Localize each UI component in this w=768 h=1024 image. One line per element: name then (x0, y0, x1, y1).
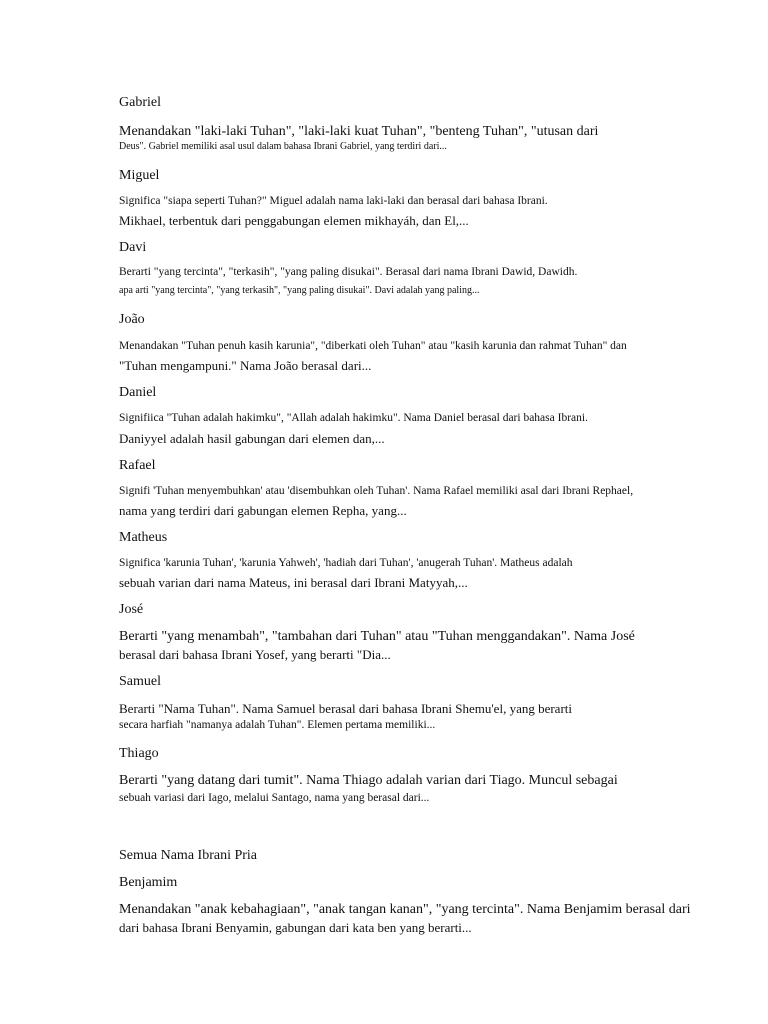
name-description-line-2: berasal dari bahasa Ibrani Yosef, yang berarti "Dia... (119, 647, 391, 662)
name-heading-joao: João (119, 312, 145, 327)
name-heading-jose: José (119, 602, 144, 617)
name-description-line-1: Berarti "yang tercinta", "terkasih", "yang paling disukai". Berasal dari nama Ibrani Dawid, Dawidh. (119, 266, 578, 278)
name-description-line-2: apa arti "yang tercinta", "yang terkasih", "yang paling disukai". Davi adalah yang paling... (119, 285, 480, 296)
name-heading-miguel: Miguel (119, 168, 160, 183)
name-description-line-2: sebuah variasi dari Iago, melalui Santago, nama yang berasal dari... (119, 792, 430, 804)
name-description-line-1: Berarti "Nama Tuhan". Nama Samuel berasal dari bahasa Ibrani Shemu'el, yang berarti (119, 701, 573, 716)
name-heading-thiago: Thiago (119, 746, 159, 761)
name-heading-benjamim: Benjamim (119, 875, 178, 890)
name-description-line-1: Menandakan "anak kebahagiaan", "anak tangan kanan", "yang tercinta". Nama Benjamim berasal dari (119, 902, 691, 917)
name-description-line-2: nama yang terdiri dari gabungan elemen Repha, yang... (119, 503, 407, 518)
name-description-line-2: Daniyyel adalah hasil gabungan dari elemen dan,... (119, 431, 385, 446)
name-description-line-1: Signifi 'Tuhan menyembuhkan' atau 'disembuhkan oleh Tuhan'. Nama Rafael memiliki asal dari Ibrani Rephael, (119, 485, 634, 497)
name-description-line-1: Berarti "yang datang dari tumit". Nama Thiago adalah varian dari Tiago. Muncul sebagai (119, 773, 618, 788)
section-title: Semua Nama Ibrani Pria (119, 848, 258, 863)
name-description-line-1: Menandakan "laki-laki Tuhan", "laki-laki kuat Tuhan", "benteng Tuhan", "utusan dari (119, 124, 599, 139)
name-description-line-2: dari bahasa Ibrani Benyamin, gabungan dari kata ben yang berarti... (119, 920, 472, 935)
name-description-line-1: Menandakan "Tuhan penuh kasih karunia", "diberkati oleh Tuhan" atau "kasih karunia dan rahmat Tuhan" dan (119, 340, 627, 352)
name-description-line-1: Significa 'karunia Tuhan', 'karunia Yahweh', 'hadiah dari Tuhan', 'anugerah Tuhan'. Matheus adalah (119, 557, 573, 569)
name-description-line-2: Deus". Gabriel memiliki asal usul dalam bahasa Ibrani Gabriel, yang terdiri dari... (119, 141, 447, 152)
name-description-line-1: Significa "siapa seperti Tuhan?" Miguel adalah nama laki-laki dan berasal dari bahasa Ibrani. (119, 195, 548, 207)
name-heading-daniel: Daniel (119, 385, 157, 400)
name-description-line-1: Signifiica "Tuhan adalah hakimku", "Allah adalah hakimku". Nama Daniel berasal dari bahasa Ibrani. (119, 412, 588, 424)
name-heading-davi: Davi (119, 240, 147, 255)
name-description-line-1: Berarti "yang menambah", "tambahan dari Tuhan" atau "Tuhan menggandakan". Nama José (119, 629, 635, 644)
name-heading-samuel: Samuel (119, 674, 161, 689)
name-heading-matheus: Matheus (119, 530, 168, 545)
name-description-line-2: Mikhael, terbentuk dari penggabungan elemen mikhayáh, dan El,... (119, 213, 469, 228)
name-description-line-2: "Tuhan mengampuni." Nama João berasal dari... (119, 358, 372, 373)
name-heading-gabriel: Gabriel (119, 95, 161, 110)
name-description-line-2: secara harfiah "namanya adalah Tuhan". Elemen pertama memiliki... (119, 719, 436, 731)
name-heading-rafael: Rafael (119, 458, 156, 473)
name-description-line-2: sebuah varian dari nama Mateus, ini berasal dari Ibrani Matyyah,... (119, 575, 468, 590)
